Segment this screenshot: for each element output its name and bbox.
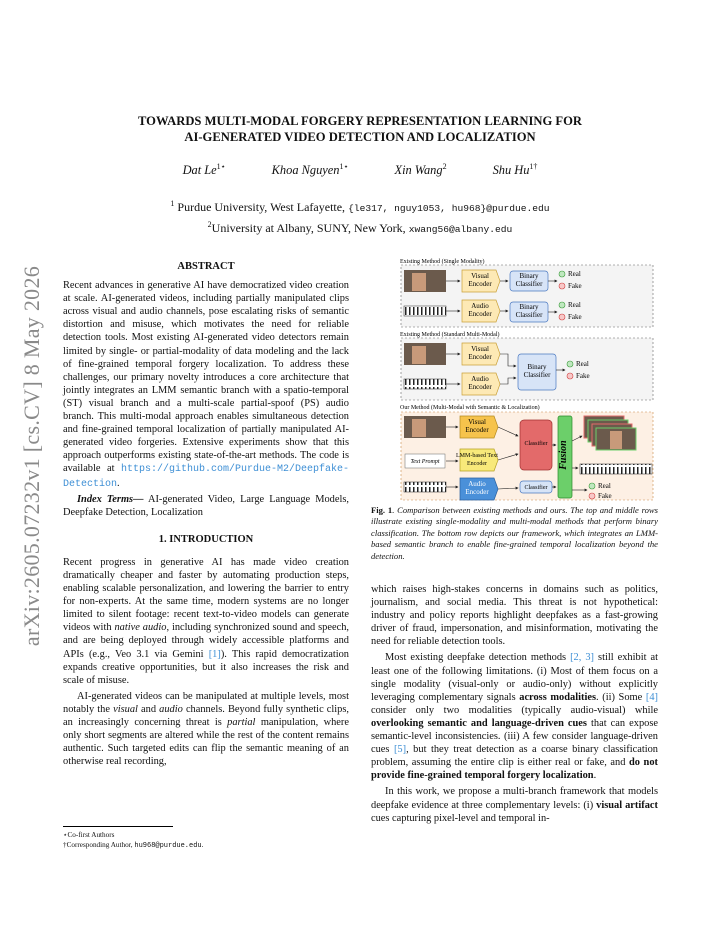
title-line-1: TOWARDS MULTI-MODAL FORGERY REPRESENTATION LEARNING FOR bbox=[137, 114, 582, 128]
right-paragraph-3: In this work, we propose a multi-branch framework that models deepfake evidence at three complementary levels: (i) visual artifact cues capturing pixel-level and temporal in- bbox=[371, 786, 658, 824]
affiliations bbox=[60, 196, 660, 238]
audio-waveform bbox=[404, 306, 446, 316]
svg-text:VisualEncoder: Visual Encoder bbox=[465, 418, 489, 434]
lmm-encoder-label: LMM-based Text Encoder bbox=[456, 453, 498, 467]
binary-classifier-label: Binary Classifier bbox=[515, 272, 543, 288]
svg-text:Fake: Fake bbox=[568, 313, 582, 321]
author: Shu $Hu^{1\dagger}$ bbox=[492, 162, 538, 178]
audio-encoder-label: Audio Encoder bbox=[468, 302, 492, 318]
svg-text:Fusion: Fusion bbox=[558, 440, 569, 470]
right-paragraph-2: Most existing deepfake detection methods [2, 3] still exhibit at least one of the following limitations. (i) Most of them focus on a single modality (visual-only or audio-only) without explicitly leveraging complementary signals across modalities. (ii) Some [4] consider only two modalities (typically audio-visual) while overlooking semantic and language-driven cues that can expose semantic-level inconsistencies. (iii) A few consider language-driven cues [5], but they treat detection as a coarse binary classification problem, assuming the entire clip is either real or fake, and do not provide fine-grained temporal forgery localization. bbox=[371, 652, 659, 782]
svg-text:Real: Real bbox=[576, 360, 589, 368]
intro-paragraph-1: Recent progress in generative AI has made video creation dramatically cheaper and faster by automating production steps, enabling scalable personalization, and lowering the barrier to entry for non-experts. At the same time, modern systems are no longer limited to silent footage: recent text-to-video models can generate videos with native audio, including synchronized sound and speech, and are being deployed through widely accessible platforms and APIs (e.g., Veo 3.1 via Gemini [1]). This rapid democratization expands creative opportunities, but it also increases the risk and scale of misuse. bbox=[63, 556, 349, 686]
row1-title: Existing Method (Single Modality) bbox=[400, 259, 485, 265]
footnotes bbox=[63, 826, 363, 851]
author-list bbox=[60, 162, 660, 178]
svg-text:Real: Real bbox=[568, 270, 581, 278]
footnote-1: ⋆Co-first Authors bbox=[63, 831, 115, 839]
author: Xin Wang$^2$ bbox=[394, 162, 447, 178]
svg-text:AudioEncoder: Audio Encoder bbox=[468, 375, 492, 391]
affiliation-2: $^2$University at Albany, SUNY, New York, xwang56@albany.edu bbox=[207, 220, 513, 235]
right-paragraph-1: which raises high-stakes concerns in domains such as politics, journalism, and social media. This threat is not hypothetical: industry and policy reports highlight deepfakes as a fast-growing driver of fraud, impersonation, and misinformation, motivating the need for reliable detection tools. bbox=[371, 584, 658, 648]
intro-paragraph-2: AI-generated videos can be manipulated at multiple levels, most notably the visual and audio channels. Beyond fully synthetic clips, an increasingly concerning threat is partial manipulation, where only short segments are altered while the rest of the content remains authentic. Such targeted edits can flip the semantic meaning of an otherwise real recording, bbox=[63, 690, 350, 768]
arxiv-sidebar: arXiv:2605.07232v1 [cs.CV] 8 May 2026 bbox=[19, 265, 44, 647]
svg-text:Classifier: Classifier bbox=[524, 485, 548, 491]
svg-text:Classifier: Classifier bbox=[524, 441, 548, 447]
row3-title: Our Method (Multi-Modal with Semantic & Localization) bbox=[400, 405, 540, 411]
right-column bbox=[371, 583, 658, 825]
code-link[interactable]: https://github.com/Purdue-M2/Deepfake-Detection bbox=[63, 464, 349, 490]
svg-text:BinaryClassifier: Binary Classifier bbox=[515, 303, 543, 319]
visual-encoder-label: Visual Encoder bbox=[468, 272, 492, 288]
text-prompt-label: Text Prompt bbox=[410, 459, 440, 465]
abstract-text: Recent advances in generative AI have democratized video creation at scale. AI-generated videos, including partially manipulated clips across visual and audio channels, pose escalating risks of semantic distortion and misuse, which motivates the need for reliable detection tools. Most existing AI-generated video detectors remain limited by single- or partial-modality of data modeling and the lack of fine-grained temporal forgery localization. To address these challenges, our primary novelty introduces a core architecture that jointly integrates an LMM semantic branch with a spatio-temporal (ST) visual branch and a multi-scale partial-spoof (PS) audio branch. This multi-modal approach enables simultaneous detection and fine-grained temporal localization of partially manipulated AI-generated video forgeries. Extensive experiments show that this approach outperforms existing state-of-the-art methods. The code is available at https://github.com/Purdue-M2/Deepfake-Detection. bbox=[63, 280, 349, 490]
svg-text:Fake: Fake bbox=[598, 492, 612, 500]
figure-1-diagram bbox=[400, 256, 656, 501]
svg-text:AudioEncoder: Audio Encoder bbox=[465, 480, 489, 496]
svg-text:VisualEncoder: Visual Encoder bbox=[468, 345, 492, 361]
svg-text:Fake: Fake bbox=[576, 372, 590, 380]
author: Dat $Le^{1⋆}$ bbox=[182, 162, 226, 178]
author: Khoa Nguyen$^{1⋆}$ bbox=[271, 162, 349, 178]
abstract-heading: ABSTRACT bbox=[177, 261, 235, 272]
svg-text:BinaryClassifier: Binary Classifier bbox=[523, 363, 551, 379]
intro-heading: 1. INTRODUCTION bbox=[158, 533, 254, 545]
affiliation-1: $^1$ Purdue University, West Lafayette, {le317, nguy1053, hu968}@purdue.edu bbox=[170, 199, 550, 214]
figure-caption: Fig. 1. Comparison between existing methods and ours. The top and middle rows illustrate existing single-modality and multi-modal methods that perform binary classification. The bottom row depicts our framework, which integrates an LMM-based semantic branch to enable fine-grained temporal localization beyond the detection. bbox=[371, 505, 659, 561]
svg-text:Real: Real bbox=[598, 482, 611, 490]
svg-text:Fake: Fake bbox=[568, 282, 582, 290]
index-terms: Index Terms— AI-generated Video, Large Language Models, Deepfake Detection, Localization bbox=[63, 493, 349, 518]
title-line-2: AI-GENERATED VIDEO DETECTION AND LOCALIZATION bbox=[184, 130, 536, 144]
footnote-2: †Corresponding Author, hu968@purdue.edu. bbox=[63, 841, 204, 850]
paper-title bbox=[60, 113, 660, 145]
svg-text:Real: Real bbox=[568, 301, 581, 309]
row2-title: Existing Method (Standard Multi-Modal) bbox=[400, 332, 500, 338]
left-column bbox=[63, 260, 349, 768]
